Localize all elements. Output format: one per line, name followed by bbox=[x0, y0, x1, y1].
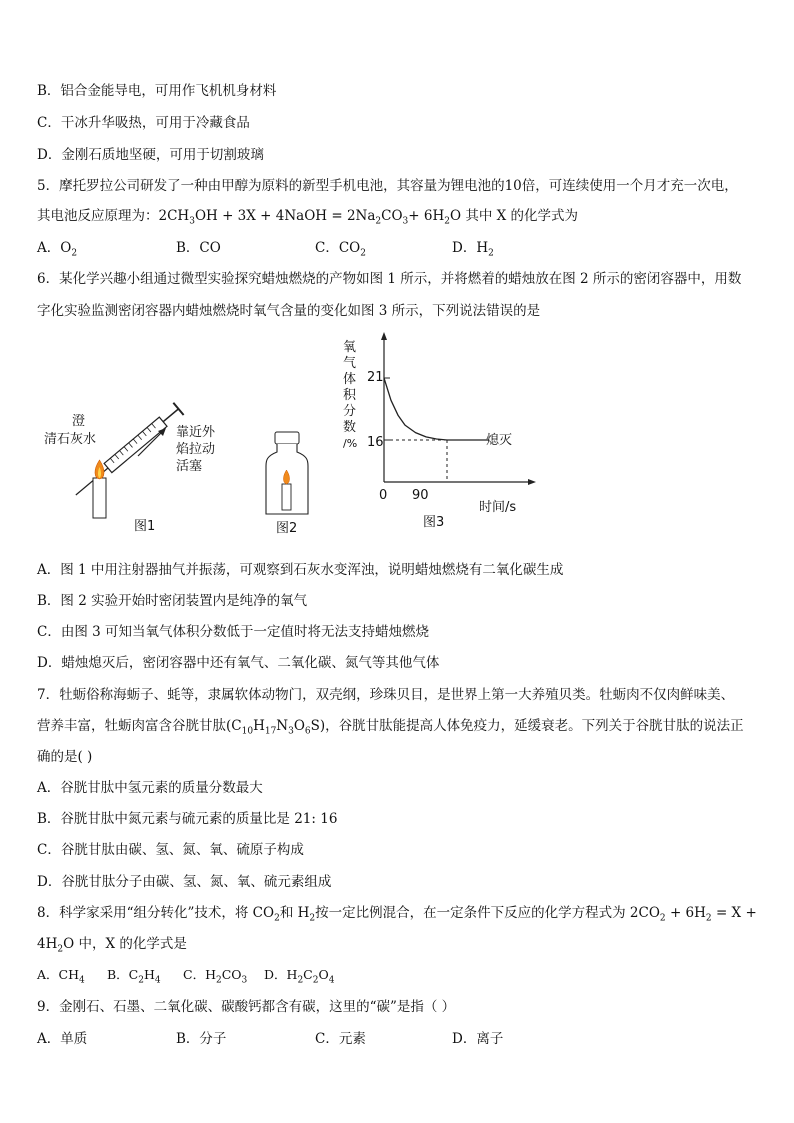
q8-option-b: B．$C_2H_4$ bbox=[107, 967, 161, 986]
q7-stem-line1: 7．牡蛎俗称海蛎子、蚝等，隶属软体动物门，双壳纲，珍珠贝目，是世界上第一大养殖贝类。牡蛎肉不仅肉鲜味美、 bbox=[37, 687, 735, 703]
fig3-ylabel-char: 数 bbox=[343, 420, 357, 435]
q4-option-d: D．金刚石质地坚硬，可用于切割玻璃 bbox=[37, 147, 264, 163]
fig1-label-c1: 靠近外 bbox=[176, 425, 216, 440]
fig3-ylabel-char: 积 bbox=[343, 388, 357, 403]
q9-option-d: D．离子 bbox=[452, 1031, 504, 1047]
q7-option-a: A．谷胱甘肽中氢元素的质量分数最大 bbox=[37, 780, 263, 796]
figure-2-sealed-jar bbox=[262, 430, 312, 518]
syringe-plunger bbox=[163, 409, 178, 422]
fig3-tick-21: 21 bbox=[367, 370, 384, 385]
fig1-caption: 图1 bbox=[134, 519, 156, 534]
q6-option-d: D．蜡烛熄灭后，密闭容器中还有氧气、二氧化碳、氮气等其他气体 bbox=[37, 655, 440, 671]
fig3-y-axis-arrow bbox=[381, 332, 387, 340]
fig1-label-c3: 活塞 bbox=[176, 459, 203, 474]
q8-stem-line1: 8．科学家采用“组分转化”技术，将 $CO_2$和 $H_2$按一定比例混合，在一定条件下反应的化学方程式为 $2CO_2 + 6H_2 = X$ + bbox=[37, 905, 757, 924]
q7-stem-line2: 营养丰富，牡蛎肉富含谷胱甘肽$(C_{10}H_{17}N_3O_6S)$，谷胱甘肽能提高人体免疫力，延缓衰老。下列关于谷胱甘肽的说法正 bbox=[37, 718, 744, 737]
q5-option-b: B．CO bbox=[176, 240, 221, 256]
fig3-caption: 图3 bbox=[423, 515, 445, 530]
fig3-ylabel-char: 分 bbox=[343, 404, 357, 419]
q7-option-b: B．谷胱甘肽中氮元素与硫元素的质量比是 21: 16 bbox=[37, 811, 338, 827]
q6-option-c: C．由图 3 可知当氧气体积分数低于一定值时将无法支持蜡烛燃烧 bbox=[37, 624, 430, 640]
q9-option-a: A．单质 bbox=[37, 1031, 88, 1047]
q9-stem: 9．金刚石、石墨、二氧化碳、碳酸钙都含有碳，这里的“碳”是指（ ） bbox=[37, 999, 456, 1015]
q6-stem-line2: 字化实验监测密闭容器内蜡烛燃烧时氧气含量的变化如图 3 所示，下列说法错误的是 bbox=[37, 303, 541, 319]
fig3-oxygen-curve bbox=[384, 378, 489, 440]
fig3-x-axis-arrow bbox=[528, 479, 536, 485]
fig1-label-c2: 焰拉动 bbox=[176, 442, 216, 457]
q4-option-b: B．铝合金能导电，可用作飞机机身材料 bbox=[37, 83, 277, 99]
q9-option-b: B．分子 bbox=[176, 1031, 227, 1047]
candle bbox=[93, 478, 106, 518]
q7-stem-line3: 确的是( ) bbox=[37, 749, 93, 765]
q6-stem-line1: 6．某化学兴趣小组通过微型实验探究蜡烛燃烧的产物如图 1 所示，并将燃着的蜡烛放在图 2 所示的密闭容器中，用数 bbox=[37, 271, 742, 287]
jar-stopper bbox=[275, 432, 299, 444]
q7-option-d: D．谷胱甘肽分子由碳、氢、氮、氧、硫元素组成 bbox=[37, 874, 332, 890]
fig3-ylabel-char: 气 bbox=[343, 356, 357, 371]
fig3-tick-90: 90 bbox=[412, 488, 429, 503]
q7-option-c: C．谷胱甘肽由碳、氢、氮、氧、硫原子构成 bbox=[37, 842, 304, 858]
syringe-barrel bbox=[104, 417, 167, 472]
figure-1-syringe-candle bbox=[60, 380, 250, 540]
q8-option-c: C．$H_2CO_3$ bbox=[183, 967, 248, 986]
q5-stem-line2: 其电池反应原理为：$2CH_3OH + 3X$ + 4NaOH = $2Na_2CO_3+ 6H_2O$ 其中 X 的化学式为 bbox=[37, 208, 579, 227]
q6-option-b: B．图 2 实验开始时密闭装置内是纯净的氧气 bbox=[37, 593, 308, 609]
jar-candle bbox=[282, 484, 291, 510]
q5-option-a: A．$O_2$ bbox=[37, 240, 78, 259]
q9-option-c: C．元素 bbox=[315, 1031, 366, 1047]
fig3-annotation-extinguished: 熄灭 bbox=[486, 433, 513, 448]
fig2-caption: 图2 bbox=[276, 521, 298, 536]
fig1-label-line1: 澄 bbox=[72, 414, 86, 429]
fig3-ylabel-char: 氧 bbox=[343, 340, 357, 355]
q6-option-a: A．图 1 中用注射器抽气并振荡，可观察到石灰水变浑浊，说明蜡烛燃烧有二氧化碳生成 bbox=[37, 562, 564, 578]
fig3-tick-16: 16 bbox=[367, 435, 384, 450]
fig3-ylabel-char: 体 bbox=[343, 372, 357, 387]
q4-option-c: C．干冰升华吸热，可用于冷藏食品 bbox=[37, 115, 250, 131]
fig3-xlabel: 时间/s bbox=[479, 500, 517, 515]
q8-stem-line2: $4H_2O$ 中，X 的化学式是 bbox=[37, 936, 187, 955]
q5-option-d: D．$H_2$ bbox=[452, 240, 494, 259]
fig1-label-line2: 清石灰水 bbox=[44, 432, 97, 447]
q8-option-a: A．$CH_4$ bbox=[37, 967, 85, 986]
fig3-tick-0: 0 bbox=[379, 488, 388, 503]
q5-stem-line1: 5．摩托罗拉公司研发了一种由甲醇为原料的新型手机电池，其容量为锂电池的10倍，可连续使用一个月才充一次电， bbox=[37, 178, 738, 194]
q8-option-d: D．$H_2C_2O_4$ bbox=[264, 967, 335, 986]
q5-option-c: C．$CO_2$ bbox=[315, 240, 366, 259]
fig3-ylabel-char: /% bbox=[343, 437, 358, 450]
fig3-axes bbox=[381, 332, 536, 485]
